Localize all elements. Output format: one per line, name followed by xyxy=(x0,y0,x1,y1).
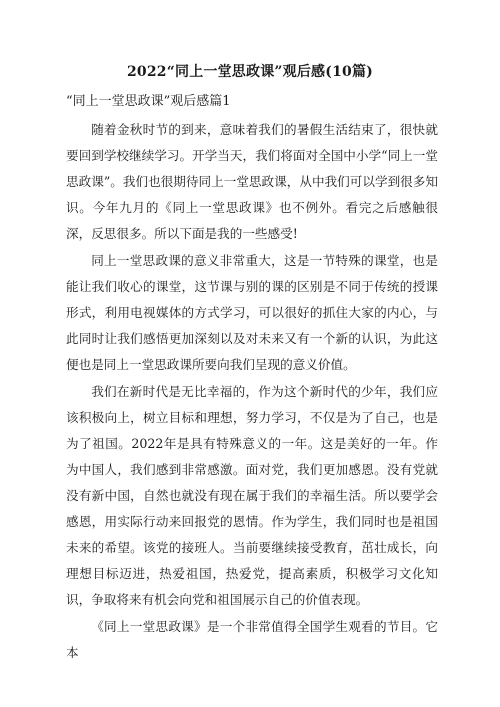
body-paragraph: 我们在新时代是无比幸福的，作为这个新时代的少年，我们应该积极向上，树立目标和理想，努力学习，不仅是为了自己，也是为了祖国。2022年是具有特殊意义的一年。这是美好的一年。作为中国人，我们感到非常感激。面对党，我们更加感恩。没有党就没有新中国，自然也就没有现在属于我们的幸福生活。所以要学会感恩，用实际行动来回报党的恩情。作为学生，我们同时也是祖国未来的希望。该党的接班人。当前要继续接受教育，茁壮成长，向理想目标迈进，热爱祖国，热爱党，提高素质，积极学习文化知识，争取将来有机会向党和祖国展示自己的价值表现。 xyxy=(66,384,438,607)
document-title: 2022“同上一堂思政课”观后感(10篇) xyxy=(126,64,373,80)
body-paragraph: 随着金秋时节的到来，意味着我们的暑假生活结束了，很快就要回到学校继续学习。开学当天，我们将面对全国中小学“同上一堂思政课”。我们也很期待同上一堂思政课，从中我们可以学到很多知识。今年九月的《同上一堂思政课》也不例外。看完之后感触很深，反思很多。所以下面是我的一些感受! xyxy=(66,122,438,241)
article-subtitle: “同上一堂思政课”观后感篇1 xyxy=(66,94,231,109)
document-body xyxy=(66,117,438,667)
body-paragraph: 同上一堂思政课的意义非常重大，这是一节特殊的课堂，也是能让我们收心的课堂，这节课与别的课的区别是不同于传统的授课形式，利用电视媒体的方式学习，可以很好的抓住大家的内心，与此同时让我们感悟更加深刻以及对未来又有一个新的认识，为此这便也是同上一堂思政课所要向我们呈现的意义价值。 xyxy=(66,253,438,372)
body-paragraph: 《同上一堂思政课》是一个非常值得全国学生观看的节目。它本 xyxy=(66,619,438,660)
